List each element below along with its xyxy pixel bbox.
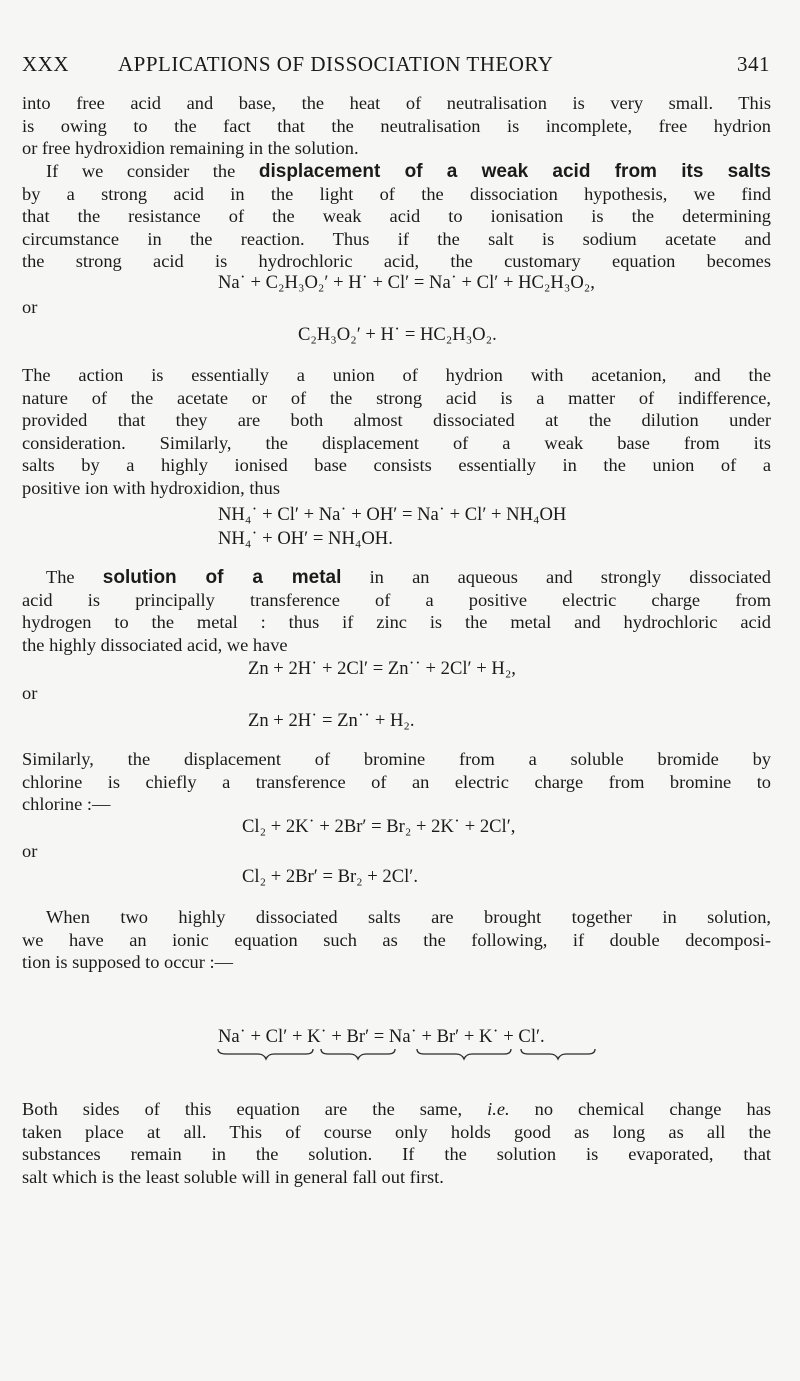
equation-acetate-net: C₂H₃O₂′ + H˙ = HC₂H₃O₂. xyxy=(298,324,497,345)
paragraph-hydrion-acetanion xyxy=(22,364,771,499)
chapter-number: XXX xyxy=(22,52,69,76)
text-line: into free acid and base, the heat of neutralisation is very small. This xyxy=(22,93,771,113)
text-line xyxy=(22,160,771,183)
text-line: salts by a highly ionised base consists essentially in the union of a xyxy=(22,455,771,475)
text-run: in an aqueous and strongly dissociated xyxy=(341,567,771,587)
text-line: the highly dissociated acid, we have xyxy=(22,634,288,655)
paragraph-bromine-displacement xyxy=(22,748,771,816)
text-line: salt which is the least soluble will in general fall out first. xyxy=(22,1166,444,1187)
text-line xyxy=(22,566,771,589)
text-line xyxy=(22,1098,771,1121)
equation-bromine-net: Cl₂ + 2Br′ = Br₂ + 2Cl′. xyxy=(242,866,419,887)
text-line: taken place at all. This of course only holds good as long as all the xyxy=(22,1121,771,1142)
text-run: Both sides of this equation are the same, xyxy=(22,1099,488,1119)
text-line: tion is supposed to occur :— xyxy=(22,952,233,972)
equation-double-decomposition: Na˙ + Cl′ + K˙ + Br′ = Na˙ + Br′ + K˙ + Cl′. xyxy=(218,1026,545,1047)
text-line: that the resistance of the weak acid to ionisation is the determining xyxy=(22,206,771,226)
text-line: hydrogen to the metal : thus if zinc is the metal and hydrochloric acid xyxy=(22,612,771,632)
text-line: Similarly, the displacement of bromine from a soluble bromide by xyxy=(22,749,771,769)
paragraph-double-decomposition xyxy=(22,906,771,974)
text-line: by a strong acid in the light of the dissociation hypothesis, we find xyxy=(22,183,771,204)
text-line: chlorine :— xyxy=(22,794,111,814)
text-run: If we consider the xyxy=(46,161,259,181)
text-line: circumstance in the reaction. Thus if the salt is sodium acetate and xyxy=(22,228,771,249)
text-line: or free hydroxidion remaining in the solution. xyxy=(22,138,359,158)
text-line: The action is essentially a union of hydrion with acetanion, and the xyxy=(22,365,771,385)
text-line: chlorine is chiefly a transference of an electric charge from bromine to xyxy=(22,771,771,792)
paragraph-solution-of-metal xyxy=(22,566,771,656)
text-run: The xyxy=(46,567,103,587)
text-line: is owing to the fact that the neutralisation is incomplete, free hydrion xyxy=(22,115,771,136)
underbrace xyxy=(321,1049,395,1059)
equation-zinc-full: Zn + 2H˙ + 2Cl′ = Zn˙˙ + 2Cl′ + H₂, xyxy=(248,658,516,679)
underbrace xyxy=(521,1049,595,1059)
text-line: the strong acid is hydrochloric acid, the customary equation becomes xyxy=(22,251,771,271)
text-line: acid is principally transference of a positive electric charge from xyxy=(22,589,771,610)
equation-ammonium-net: NH₄˙ + OH′ = NH₄OH. xyxy=(218,528,393,549)
underbrace xyxy=(417,1049,511,1059)
text-line: positive ion with hydroxidion, thus xyxy=(22,477,280,498)
page-number: 341 xyxy=(737,52,770,76)
or-label: or xyxy=(22,683,38,703)
paragraph-conclusion xyxy=(22,1098,771,1188)
text-run: no chemical change has xyxy=(509,1099,771,1119)
text-line: substances remain in the solution. If the solution is evaporated, that xyxy=(22,1144,771,1164)
text-line: When two highly dissociated salts are brought together in solution, xyxy=(46,907,771,927)
equation-acetate-full: Na˙ + C₂H₃O₂′ + H˙ + Cl′ = Na˙ + Cl′ + HC₂H₃O₂, xyxy=(218,272,595,293)
or-label: or xyxy=(22,297,38,317)
bold-heading-phrase: solution of a metal xyxy=(102,567,342,588)
equation-zinc-net: Zn + 2H˙ = Zn˙˙ + H₂. xyxy=(248,710,415,731)
equation-ammonium-full: NH₄˙ + Cl′ + Na˙ + OH′ = Na˙ + Cl′ + NH₄OH xyxy=(218,504,567,525)
paragraph-displacement-weak-acid xyxy=(22,160,771,273)
equation-bromine-full: Cl₂ + 2K˙ + 2Br′ = Br₂ + 2K˙ + 2Cl′, xyxy=(242,816,516,837)
chapter-title: APPLICATIONS OF DISSOCIATION THEORY xyxy=(118,52,554,76)
italic-abbreviation: i.e. xyxy=(487,1099,510,1119)
paragraph-neutralisation xyxy=(22,92,771,160)
underbrace xyxy=(218,1049,313,1059)
text-line: consideration. Similarly, the displacement of a weak base from its xyxy=(22,432,771,453)
text-line: provided that they are both almost dissociated at the dilution under xyxy=(22,410,771,430)
text-line: we have an ionic equation such as the following, if double decomposi- xyxy=(22,929,771,950)
or-label: or xyxy=(22,841,38,861)
underbraces xyxy=(0,1048,800,1062)
running-header xyxy=(22,52,770,80)
text-line: nature of the acetate or of the strong acid is a matter of indifference, xyxy=(22,387,771,408)
bold-heading-phrase: displacement of a weak acid from its salts xyxy=(258,161,771,182)
